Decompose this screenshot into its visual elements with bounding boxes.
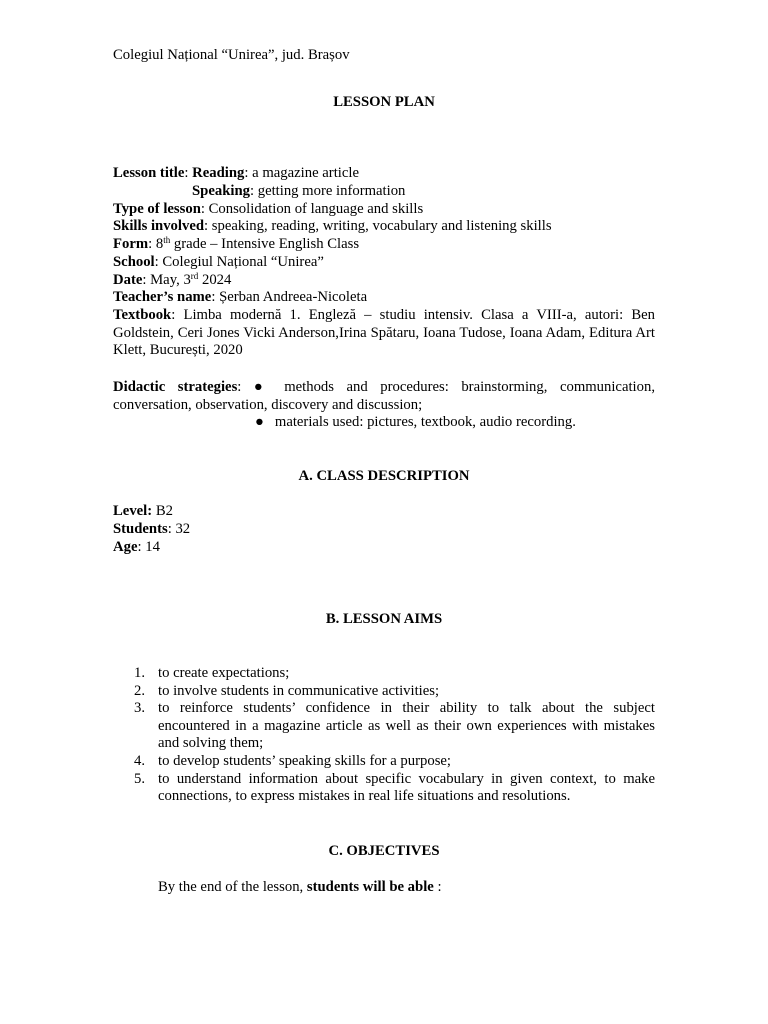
bullet-icon: ● <box>255 414 264 430</box>
didactic-strategies: Didactic strategies: ● methods and procedures: brainstorming, communication, conversation, observation, discovery and discussion; <box>113 379 655 413</box>
list-item: 4. to develop students’ speaking skills for a purpose; <box>134 752 452 769</box>
list-item: 5. to understand information about specific vocabulary in given context, to make connections, to express mistakes in real life situations and resolutions. <box>134 770 655 805</box>
lesson-title-line: Lesson title: Reading: a magazine article <box>113 165 359 181</box>
teacher-line: Teacher’s name: Șerban Andreea-Nicoleta <box>113 289 368 305</box>
students-line: Students: 32 <box>113 521 191 537</box>
form-line: Form: 8th grade – Intensive English Class <box>113 235 360 252</box>
didactic-bullet-materials: ● materials used: pictures, textbook, audio recording. <box>255 414 576 430</box>
section-a-heading: A. CLASS DESCRIPTION <box>298 468 470 484</box>
institution-header: Colegiul Național “Unirea”, jud. Brașov <box>113 47 350 63</box>
page-title: LESSON PLAN <box>333 94 435 110</box>
aims-list <box>113 665 655 806</box>
list-item: 1. to create expectations; <box>134 665 290 681</box>
school-line: School: Colegiul Național “Unirea” <box>113 254 324 270</box>
date-line: Date: May, 3rd 2024 <box>113 271 232 288</box>
level-line: Level: B2 <box>113 503 173 519</box>
list-item: 2. to involve students in communicative activities; <box>134 682 440 699</box>
section-b-heading: B. LESSON AIMS <box>325 611 443 627</box>
age-line: Age: 14 <box>113 539 160 555</box>
skills-line: Skills involved: speaking, reading, writing, vocabulary and listening skills <box>113 218 552 234</box>
objectives-intro: By the end of the lesson, students will be able : <box>158 879 442 895</box>
type-line: Type of lesson: Consolidation of language and skills <box>113 201 424 217</box>
list-item: 3. to reinforce students’ confidence in their ability to talk about the subject encountered in a magazine article as well as their own experiences with mistakes and solving them; <box>134 700 655 752</box>
speaking-line: Speaking: getting more information <box>192 183 406 199</box>
section-c-heading: C. OBJECTIVES <box>328 843 440 859</box>
textbook-paragraph: Textbook: Limba modernă 1. Engleză – studiu intensiv. Clasa a VIII-a, autori: Ben Goldstein, Ceri Jones Vicki Anderson,Irina Spătaru, Ioana Tudose, Ioana Adam, Editura Art Klett, București, 2020 <box>113 307 655 359</box>
